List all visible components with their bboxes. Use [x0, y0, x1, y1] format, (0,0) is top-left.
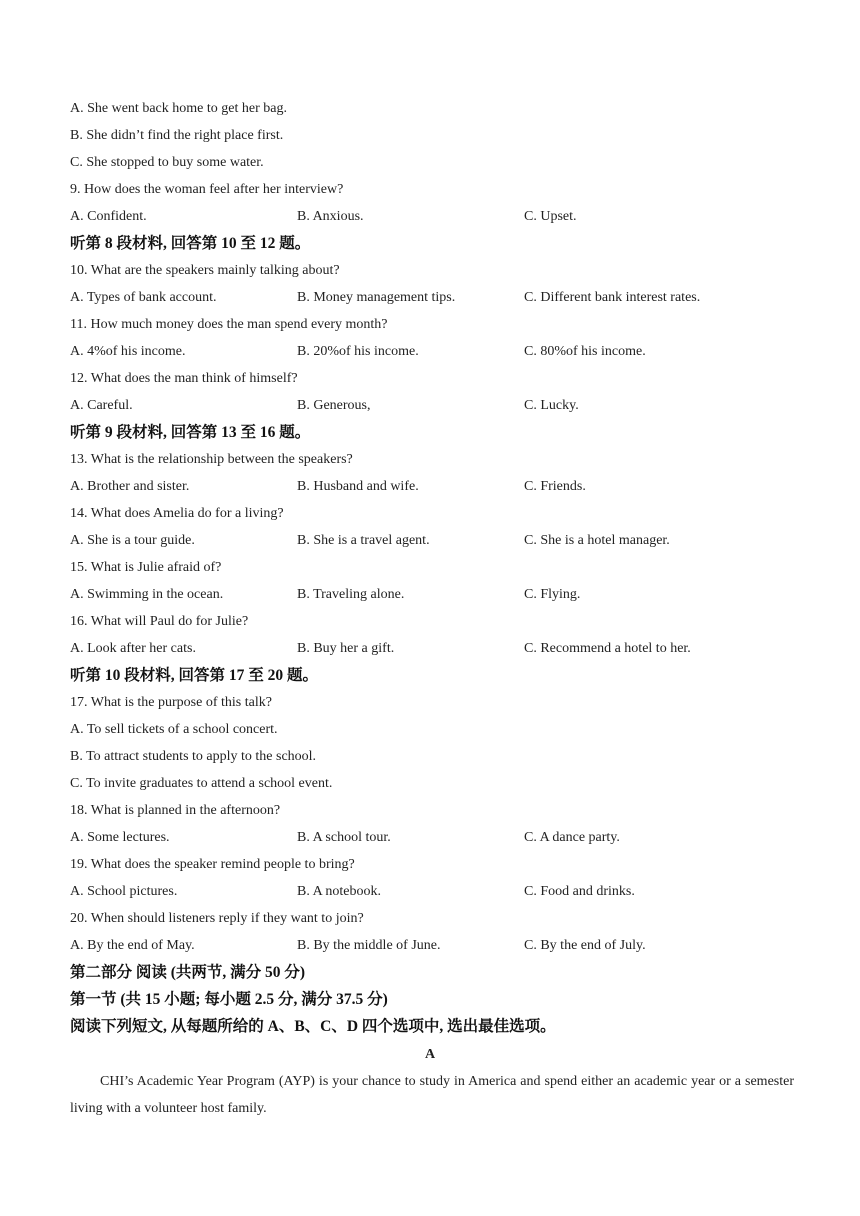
q10-options: [70, 284, 810, 311]
q20-question: 20. When should listeners reply if they want to join?: [70, 911, 364, 926]
q17-option-b: B. To attract students to apply to the school.: [70, 749, 317, 764]
q16-options: [70, 635, 810, 662]
q19-option-b: B. A notebook.: [297, 884, 382, 899]
q18-option-a: A. Some lectures.: [70, 830, 170, 845]
section-1-heading: 第一节 (共 15 小题; 每小题 2.5 分, 满分 37.5 分): [70, 991, 388, 1008]
section-9-heading: 听第 9 段材料, 回答第 13 至 16 题。: [70, 424, 311, 441]
q17-option-c: C. To invite graduates to attend a school event.: [70, 776, 333, 791]
q11-option-b: B. 20%of his income.: [297, 344, 419, 359]
q12-question: 12. What does the man think of himself?: [70, 371, 298, 386]
q18-options: [70, 824, 810, 851]
q20-option-c: C. By the end of July.: [524, 938, 646, 953]
q10-question: 10. What are the speakers mainly talking about?: [70, 263, 340, 278]
q16-option-a: A. Look after her cats.: [70, 641, 196, 656]
q20-option-a: A. By the end of May.: [70, 938, 195, 953]
q18-option-b: B. A school tour.: [297, 830, 391, 845]
part-2-heading: 第二部分 阅读 (共两节, 满分 50 分): [70, 964, 306, 981]
q17-option-a: A. To sell tickets of a school concert.: [70, 722, 278, 737]
q20-option-b: B. By the middle of June.: [297, 938, 441, 953]
q11-options: [70, 338, 810, 365]
q19-option-c: C. Food and drinks.: [524, 884, 635, 899]
q13-option-a: A. Brother and sister.: [70, 479, 190, 494]
q12-option-a: A. Careful.: [70, 398, 133, 413]
q15-options: [70, 581, 810, 608]
q9-question: 9. How does the woman feel after her interview?: [70, 182, 344, 197]
q13-option-b: B. Husband and wife.: [297, 479, 419, 494]
q9-option-b: B. Anxious.: [297, 209, 364, 224]
q14-question: 14. What does Amelia do for a living?: [70, 506, 284, 521]
section-10-heading: 听第 10 段材料, 回答第 17 至 20 题。: [70, 667, 319, 684]
passage-label: A: [424, 1047, 436, 1062]
q11-option-a: A. 4%of his income.: [70, 344, 186, 359]
q19-question: 19. What does the speaker remind people to bring?: [70, 857, 355, 872]
q15-option-b: B. Traveling alone.: [297, 587, 405, 602]
q15-option-a: A. Swimming in the ocean.: [70, 587, 224, 602]
q15-option-c: C. Flying.: [524, 587, 581, 602]
q9-options: [70, 203, 810, 230]
q18-option-c: C. A dance party.: [524, 830, 620, 845]
passage-paragraph: CHI’s Academic Year Program (AYP) is your chance to study in America and spend either an academic year or a semester living with a volunteer host family.: [70, 1074, 794, 1116]
q20-options: [70, 932, 810, 959]
section-8-heading: 听第 8 段材料, 回答第 10 至 12 题。: [70, 235, 311, 252]
q12-option-b: B. Generous,: [297, 398, 371, 413]
q14-option-a: A. She is a tour guide.: [70, 533, 195, 548]
q14-options: [70, 527, 810, 554]
q10-option-b: B. Money management tips.: [297, 290, 456, 305]
q13-question: 13. What is the relationship between the speakers?: [70, 452, 353, 467]
q8-option-c: C. She stopped to buy some water.: [70, 155, 264, 170]
q12-options: [70, 392, 810, 419]
q9-option-c: C. Upset.: [524, 209, 577, 224]
q19-option-a: A. School pictures.: [70, 884, 178, 899]
q8-option-a: A. She went back home to get her bag.: [70, 101, 287, 116]
q16-question: 16. What will Paul do for Julie?: [70, 614, 249, 629]
q14-option-c: C. She is a hotel manager.: [524, 533, 670, 548]
reading-instruction: 阅读下列短文, 从每题所给的 A、B、C、D 四个选项中, 选出最佳选项。: [70, 1018, 556, 1035]
q12-option-c: C. Lucky.: [524, 398, 579, 413]
q14-option-b: B. She is a travel agent.: [297, 533, 430, 548]
q10-option-a: A. Types of bank account.: [70, 290, 217, 305]
q10-option-c: C. Different bank interest rates.: [524, 290, 701, 305]
q16-option-c: C. Recommend a hotel to her.: [524, 641, 691, 656]
q19-options: [70, 878, 810, 905]
q17-question: 17. What is the purpose of this talk?: [70, 695, 272, 710]
q9-option-a: A. Confident.: [70, 209, 147, 224]
q13-option-c: C. Friends.: [524, 479, 586, 494]
q18-question: 18. What is planned in the afternoon?: [70, 803, 281, 818]
q15-question: 15. What is Julie afraid of?: [70, 560, 222, 575]
q11-option-c: C. 80%of his income.: [524, 344, 646, 359]
q11-question: 11. How much money does the man spend every month?: [70, 317, 388, 332]
q16-option-b: B. Buy her a gift.: [297, 641, 395, 656]
q8-option-b: B. She didn’t find the right place first.: [70, 128, 284, 143]
q13-options: [70, 473, 810, 500]
